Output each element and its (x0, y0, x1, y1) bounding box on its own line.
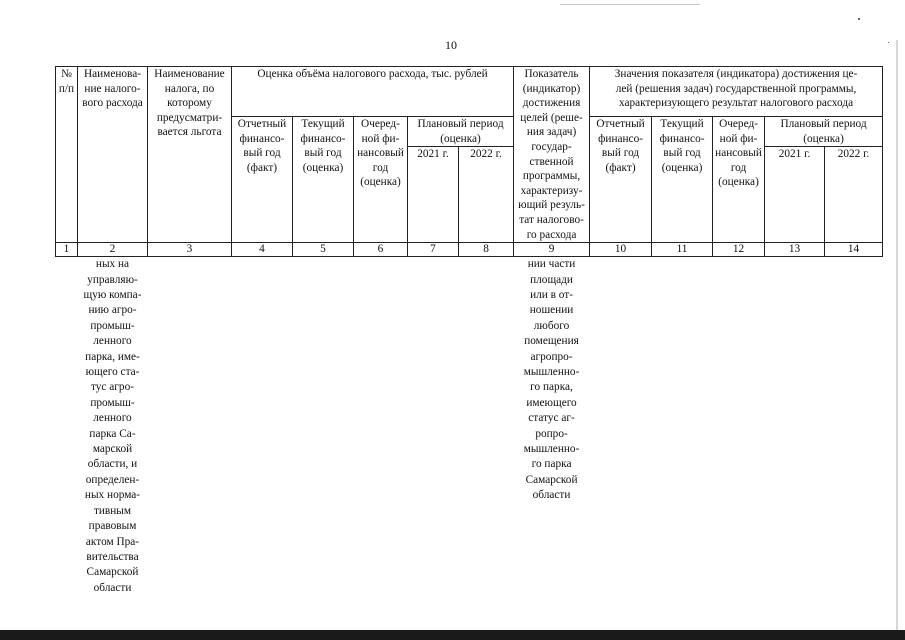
column-number: 4 (232, 243, 293, 257)
cell-empty (293, 257, 354, 596)
header-estimate-next-year: Очеред- ной фи- нансовый год (оценка) (354, 117, 408, 243)
cell-empty (825, 257, 883, 596)
column-number: 1 (56, 243, 78, 257)
column-number: 7 (408, 243, 459, 257)
header-estimate-reporting-year: Отчетный финансо- вый год (факт) (232, 117, 293, 243)
header-values-2022: 2022 г. (825, 147, 883, 243)
cell-expenditure-name: ных на управляю- щую компа- нию агро- промыш- ленного парка, име- ющего ста- тус агро- промыш- ленного парка Са- марской области, и определен- ных норма- тивным правовым актом Пра- вительства Самарской области (83, 258, 142, 594)
cell-empty (652, 257, 713, 596)
header-group-estimate: Оценка объёма налогового расхода, тыс. рублей (232, 67, 514, 117)
cell-empty (590, 257, 652, 596)
header-values-2021: 2021 г. (765, 147, 825, 243)
column-number: 11 (652, 243, 713, 257)
column-number: 3 (148, 243, 232, 257)
cell-empty (148, 257, 232, 596)
scan-edge-line (896, 40, 898, 630)
speck-mark (858, 18, 860, 20)
cell-empty (459, 257, 514, 596)
header-values-reporting-year: Отчетный финансо- вый год (факт) (590, 117, 652, 243)
column-number: 9 (514, 243, 590, 257)
cell-empty (56, 257, 78, 596)
column-number: 5 (293, 243, 354, 257)
header-estimate-2022: 2022 г. (459, 147, 514, 243)
header-estimate-2021: 2021 г. (408, 147, 459, 243)
cell-empty (354, 257, 408, 596)
cell-empty (408, 257, 459, 596)
cell-empty (713, 257, 765, 596)
column-number: 13 (765, 243, 825, 257)
table-row (56, 257, 883, 596)
column-number: 14 (825, 243, 883, 257)
column-number-row (56, 243, 883, 257)
scan-bottom-bar (0, 630, 905, 640)
speck-mark (888, 42, 889, 43)
column-number: 8 (459, 243, 514, 257)
column-number: 10 (590, 243, 652, 257)
header-values-next-year: Очеред- ной фи- нансовый год (оценка) (713, 117, 765, 243)
header-tax-name: Наименование налога, по которому предусматри- вается льгота (148, 67, 232, 243)
header-expenditure-name: Наименова- ние налого- вого расхода (78, 67, 148, 243)
cell-indicator-text: нии части площади или в от- ношении любого помещения агропро- мышленно- го парка, имеющего статус аг- ропро- мышленно- го парка Самарской области (523, 258, 580, 502)
header-estimate-current-year: Текущий финансо- вый год (оценка) (293, 117, 354, 243)
header-estimate-plan-period: Плановый период (оценка) (408, 117, 514, 147)
header-group-indicator-values: Значения показателя (индикатора) достижения це- лей (решения задач) государственной программы, характеризующего результат налогового расхода (590, 67, 883, 117)
tax-expenditure-table (55, 66, 883, 596)
top-smudge (560, 4, 700, 5)
column-number: 2 (78, 243, 148, 257)
header-values-current-year: Текущий финансо- вый год (оценка) (652, 117, 713, 243)
column-number: 12 (713, 243, 765, 257)
page-number: 10 (445, 38, 457, 52)
header-row-number: № п/п (56, 67, 78, 243)
cell-empty (765, 257, 825, 596)
header-indicator: Показатель (индикатор) достижения целей (реше- ния задач) государ- ственной программы, характеризу- ющий резуль- тат налогово- го расхода (514, 67, 590, 243)
column-number: 6 (354, 243, 408, 257)
header-values-plan-period: Плановый период (оценка) (765, 117, 883, 147)
cell-empty (232, 257, 293, 596)
